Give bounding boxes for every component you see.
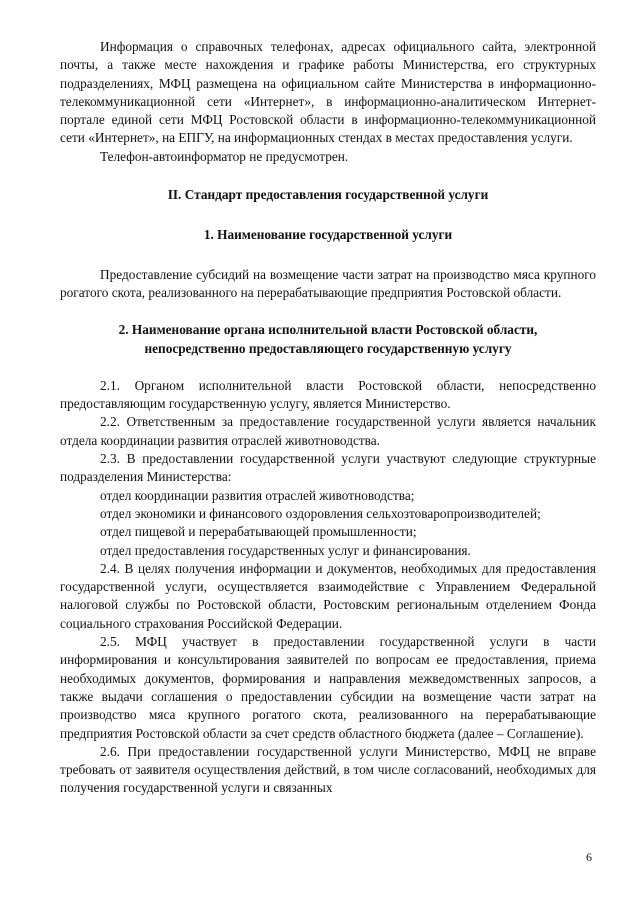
list-item: отдел пищевой и перерабатывающей промышленности; [100,524,417,540]
paragraph-2-5: 2.5. МФЦ участвует в предоставлении государственной услуги в части информирования и консультирования заявителей по вопросам ее предоставления, приема необходимых документов, формирования и направления межведомственных запросов, а также выдачи соглашения о предоставлении субсидии на возмещение части затрат на производство мяса крупного рогатого скота, реализованного на перерабатывающие предприятия Ростовской области за счет средств областного бюджета (далее – Соглашение). [60,634,596,741]
document-page [60,38,596,798]
paragraph-2-1: 2.1. Органом исполнительной власти Ростовской области, непосредственно предоставляющим государственную услугу, является Министерство. [60,377,596,412]
list-item: отдел предоставления государственных услуг и финансирования. [100,542,471,558]
subsection-2-title-line-1: 2. Наименование органа исполнительной власти Ростовской области, [118,322,538,338]
list-item: отдел экономики и финансового оздоровления сельхозтоваропроизводителей; [100,505,541,521]
page-number: 6 [586,850,592,864]
autoinformer-paragraph: Телефон-автоинформатор не предусмотрен. [100,148,349,164]
list-item: отдел координации развития отраслей животноводства; [100,487,415,503]
paragraph-2-4: 2.4. В целях получения информации и документов, необходимых для предоставления государственной услуги, осуществляется взаимодействие с Управлением Федеральной налоговой службы по Ростовской области, Ростовским региональным отделением Фонда социального страхования Российской Федерации. [60,560,596,631]
paragraph-2-6: 2.6. При предоставлении государственной услуги Министерство, МФЦ не вправе требовать от заявителя осуществления действий, в том числе согласований, необходимых для получения государственной услуги и связанных [60,743,596,796]
section-title: II. Стандарт предоставления государственной услуги [167,187,489,203]
paragraph-2-2: 2.2. Ответственным за предоставление государственной услуги является начальник отдела координации развития отраслей животноводства. [60,414,596,448]
subsection-2-title-line-2: непосредственно предоставляющего государственную услугу [144,340,512,356]
intro-paragraph: Информация о справочных телефонах, адресах официального сайта, электронной почты, а также месте нахождения и графике работы Министерства, его структурных подразделениях, МФЦ размещена на официальном сайте Министерства в информационно-телекоммуникационной сети «Интернет», в информационно-аналитическом Интернет-портале единой сети МФЦ Ростовской области в информационно-телекоммуникационной сети «Интернет», на ЕПГУ, на информационных стендах в местах предоставления услуги. [60,39,596,146]
subsection-1-title: 1. Наименование государственной услуги [203,227,453,243]
paragraph-2-3: 2.3. В предоставлении государственной услуги участвуют следующие структурные подразделения Министерства: [60,451,596,485]
subsection-1-text: Предоставление субсидий на возмещение части затрат на производство мяса крупного рогатого скота, реализованного на перерабатывающие предприятия Ростовской области. [60,266,596,300]
